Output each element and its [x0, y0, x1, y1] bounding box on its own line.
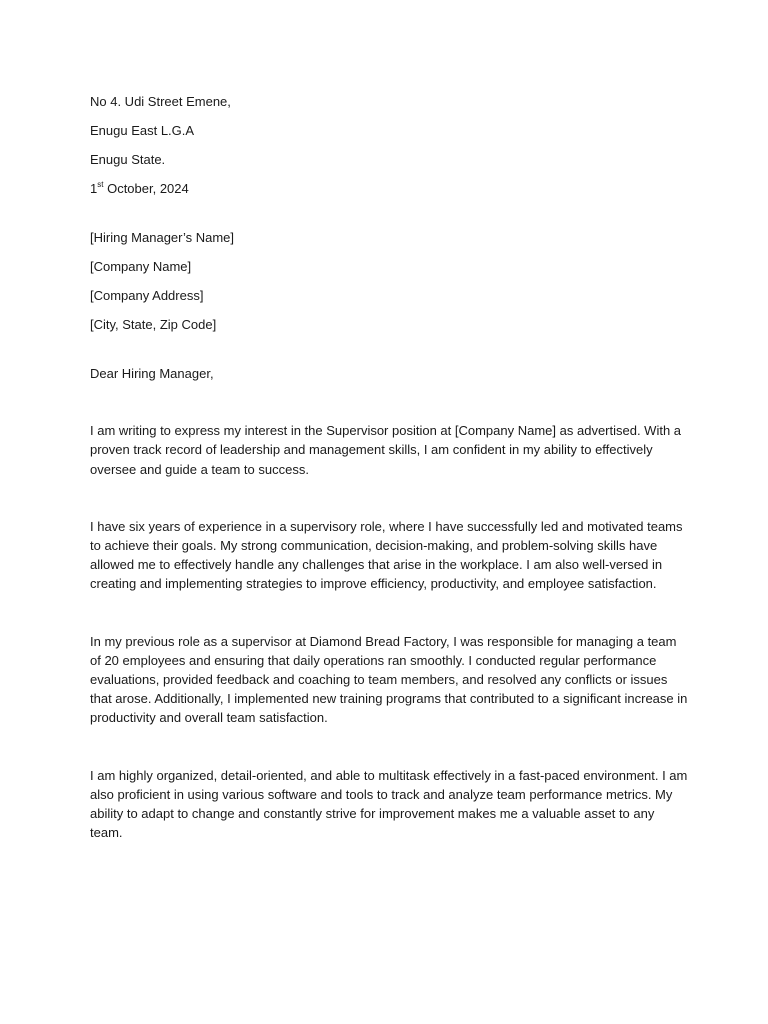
- sender-address-line: Enugu State.: [90, 152, 166, 167]
- recipient-address: [90, 228, 690, 334]
- recipient-city: [City, State, Zip Code]: [90, 317, 217, 332]
- body-paragraph: I am highly organized, detail-oriented, and able to multitask effectively in a fast-paced environment. I am also proficient in using various software and tools to track and analyze team performance metrics. My ability to adapt to change and constantly strive for improvement makes me a valuable asset to any team.: [90, 767, 688, 841]
- recipient-company: [Company Name]: [90, 259, 192, 274]
- letter-date: [90, 179, 690, 198]
- body-paragraph: I have six years of experience in a supervisory role, where I have successfully led and motivated teams to achieve their goals. My strong communication, decision-making, and problem-solving skills have allowed me to effectively handle any challenges that arise in the workplace. I am also well-versed in creating and implementing strategies to improve efficiency, productivity, and employee satisfaction.: [90, 518, 683, 592]
- recipient-name: [Hiring Manager’s Name]: [90, 230, 235, 245]
- letter-body: [90, 92, 690, 842]
- sender-address-line: Enugu East L.G.A: [90, 123, 195, 138]
- date-suffix: st: [97, 179, 104, 189]
- date-rest: October, 2024: [103, 181, 189, 196]
- body-paragraph: I am writing to express my interest in the Supervisor position at [Company Name] as advertised. With a proven track record of leadership and management skills, I am confident in my ability to effectively oversee and guide a team to success.: [90, 423, 682, 477]
- date-day: 1: [90, 181, 98, 196]
- salutation: Dear Hiring Manager,: [90, 366, 214, 381]
- recipient-company-address: [Company Address]: [90, 288, 204, 303]
- sender-address: [90, 92, 690, 198]
- body-paragraph: In my previous role as a supervisor at Diamond Bread Factory, I was responsible for managing a team of 20 employees and ensuring that daily operations ran smoothly. I conducted regular performance evaluations, provided feedback and coaching to team members, and resolved any conflicts or issues that arose. Additionally, I implemented new training programs that contributed to a significant increase in productivity and overall team satisfaction.: [90, 633, 688, 726]
- sender-address-line: No 4. Udi Street Emene,: [90, 94, 231, 109]
